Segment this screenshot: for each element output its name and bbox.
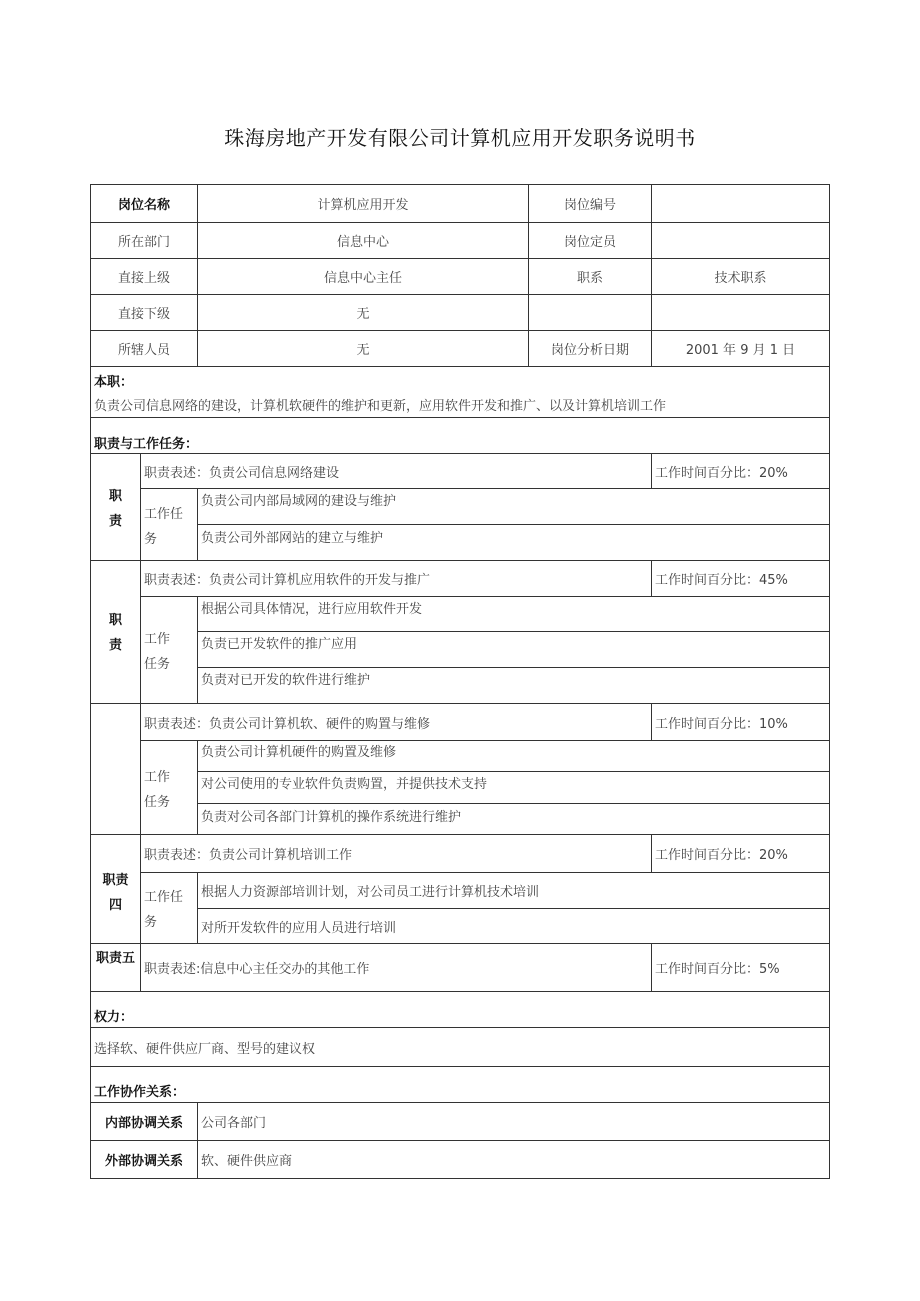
authority-text: 选择软、硬件供应厂商、型号的建议权 [94, 1041, 316, 1057]
job-family-label: 职系 [576, 271, 603, 286]
managed-staff-label: 所辖人员 [117, 343, 170, 358]
duty-3-task-3: 负责对公司各部门计算机的操作系统进行维护 [201, 809, 462, 825]
rule [90, 366, 830, 367]
duty-2-percent: 工作时间百分比：45% [655, 573, 788, 588]
duty-4-label-line2: 四 [108, 898, 122, 913]
subordinate-value: 无 [356, 307, 370, 322]
analysis-date-label: 岗位分析日期 [550, 343, 629, 358]
position-no-label: 岗位编号 [563, 198, 616, 213]
duty-3-label [91, 704, 140, 834]
rule [829, 184, 830, 1179]
duty-4-tasks-label [141, 873, 197, 943]
duty-1-label [91, 454, 140, 560]
department-value: 信息中心 [336, 235, 389, 250]
duty-1-tasks-label-line2: 务 [144, 531, 158, 547]
rule [90, 1066, 830, 1067]
document-title: 珠海房地产开发有限公司计算机应用开发职务说明书 [224, 126, 696, 150]
duty-3-task-1: 负责公司计算机硬件的购置及维修 [201, 744, 397, 760]
duty-4-task-1: 根据人力资源部培训计划，对公司员工进行计算机技术培训 [201, 885, 540, 900]
duty-4-tasks-label-line2: 务 [144, 915, 158, 930]
duty-1-percent: 工作时间百分比：20% [655, 465, 788, 481]
duty-3-task-2: 对公司使用的专业软件负责购置，并提供技术支持 [201, 776, 488, 792]
duty-5-label: 职责五 [95, 950, 135, 966]
duty-4-percent: 工作时间百分比：20% [655, 848, 788, 863]
duty-5-statement: 职责表述:信息中心主任交办的其他工作 [144, 962, 370, 977]
subordinate-label: 直接下级 [117, 307, 170, 322]
duty-1-statement: 职责表述：负责公司信息网络建设 [144, 465, 340, 481]
duty-1-tasks-label [141, 489, 197, 560]
duty-2-tasks-label-line1: 工作 [144, 632, 171, 647]
duty-1-label-line1: 职 [108, 489, 122, 504]
rule [90, 417, 830, 418]
duty-2-tasks-label [141, 597, 197, 703]
duty-2-task-2: 负责已开发软件的推广应用 [201, 636, 358, 652]
duty-3-percent: 工作时间百分比：10% [655, 716, 788, 732]
job-family-value: 技术职系 [714, 271, 767, 286]
duty-2-label-line1: 职 [108, 613, 122, 628]
summary-text: 负责公司信息网络的建设，计算机软硬件的维护和更新，应用软件开发和推广、以及计算机培训工作 [94, 398, 667, 414]
duty-2-tasks-label-line2: 任务 [144, 657, 171, 672]
duty-4-label-line1: 职责 [102, 873, 129, 888]
duty-1-task-1: 负责公司内部局域网的建设与维护 [201, 493, 397, 509]
duty-4-tasks-label-line1: 工作任 [144, 890, 184, 905]
superior-value: 信息中心主任 [323, 271, 402, 286]
department-label: 所在部门 [117, 235, 170, 250]
headcount-label: 岗位定员 [563, 235, 616, 250]
duty-3-tasks-label-line1: 工作 [144, 769, 171, 785]
superior-label: 直接上级 [117, 271, 170, 286]
external-relations-label: 外部协调关系 [104, 1154, 183, 1169]
position-name-label: 岗位名称 [117, 198, 170, 213]
duty-2-statement: 职责表述：负责公司计算机应用软件的开发与推广 [144, 573, 431, 588]
analysis-date-value: 2001 年 9 月 1 日 [685, 343, 796, 358]
duty-1-task-2: 负责公司外部网站的建立与维护 [201, 530, 384, 546]
managed-staff-value: 无 [356, 343, 370, 358]
external-relations-value: 软、硬件供应商 [201, 1154, 293, 1169]
duty-3-tasks-label [141, 741, 197, 834]
duty-1-tasks-label-line1: 工作任 [144, 506, 184, 522]
duties-heading: 职责与工作任务： [94, 436, 199, 452]
position-no-value [652, 185, 829, 222]
position-name-value: 计算机应用开发 [317, 198, 409, 213]
rule [90, 991, 830, 992]
summary-label: 本职： [94, 374, 134, 390]
duty-1-label-line2: 责 [108, 514, 122, 529]
duty-5-percent: 工作时间百分比：5% [655, 962, 780, 977]
internal-relations-label: 内部协调关系 [104, 1116, 183, 1131]
duty-3-statement: 职责表述：负责公司计算机软、硬件的购置与维修 [144, 716, 431, 732]
duty-3-tasks-label-line2: 任务 [144, 794, 171, 810]
duty-2-label [91, 561, 140, 703]
headcount-value [652, 223, 829, 258]
duty-2-task-3: 负责对已开发的软件进行维护 [201, 672, 371, 688]
duty-4-label [91, 835, 140, 943]
authority-label: 权力： [94, 1010, 134, 1025]
duty-2-label-line2: 责 [108, 638, 122, 653]
relations-label: 工作协作关系： [94, 1084, 186, 1100]
duty-4-task-2: 对所开发软件的应用人员进行培训 [201, 920, 397, 936]
rule [90, 1178, 830, 1179]
duty-2-task-1: 根据公司具体情况，进行应用软件开发 [201, 601, 423, 617]
duty-4-statement: 职责表述：负责公司计算机培训工作 [144, 848, 353, 863]
internal-relations-value: 公司各部门 [201, 1116, 267, 1131]
